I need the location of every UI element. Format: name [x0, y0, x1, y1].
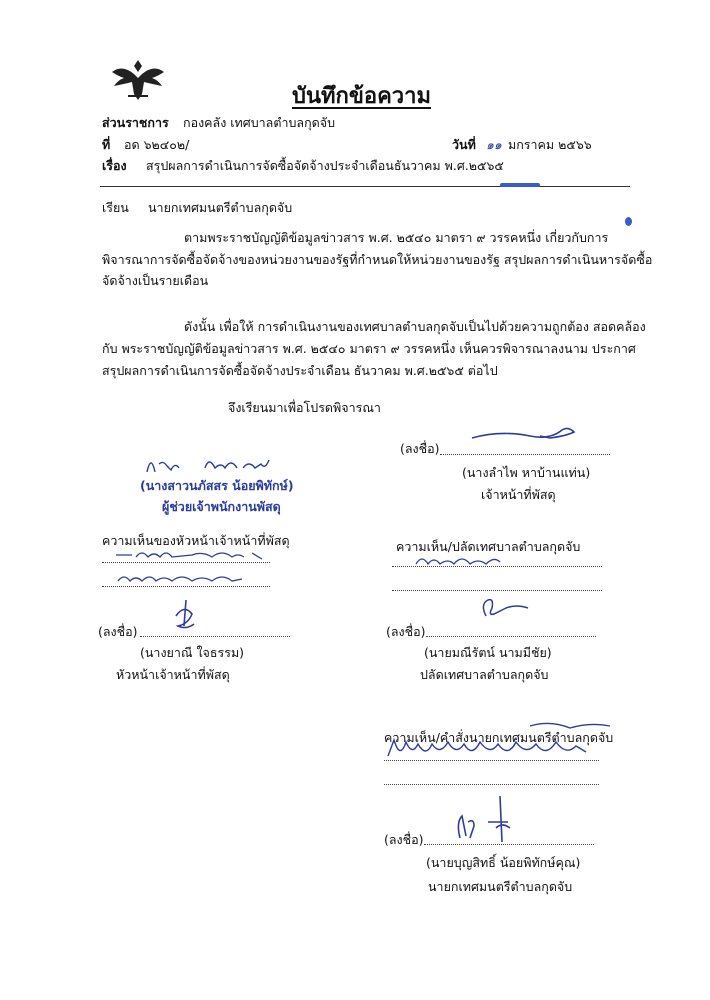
para2-line2: กับ พระราชบัญญัติข้อมูลข่าวสาร พ.ศ. ๒๕๔๐ มาตรา ๙ วรรคหนึ่ง เห็นควรพิจารณาลงนาม ประกาศ [102, 341, 636, 356]
officer-signature-mark [470, 420, 590, 450]
clerk-opinion-line-2 [392, 590, 602, 591]
ref-value: อด ๖๒๔๐๒/ [124, 137, 190, 152]
officer-name: (นางลำไพ หาบ้านแท่น) [462, 465, 591, 480]
ink-smudge [500, 183, 540, 187]
clerk-opinion-label: ความเห็น/ปลัดเทศบาลตำบลกุดจับ [396, 539, 581, 554]
head-name: (นางยาณี ใจธรรม) [140, 645, 245, 660]
mayor-signature-mark [440, 792, 540, 846]
head-signature-mark [170, 596, 200, 636]
subject-label: เรื่อง [102, 158, 127, 173]
clerk-name: (นายมณีรัตน์ นามมีชัย) [424, 645, 552, 660]
head-position: หัวหน้าเจ้าหน้าที่พัสดุ [116, 667, 230, 682]
date-rest: มกราคม ๒๕๖๖ [508, 137, 592, 152]
ref-label: ที่ [102, 137, 111, 152]
mayor-name: (นายบุญสิทธิ์ น้อยพิทักษ์คุณ) [426, 855, 581, 870]
to-label: เรียน [102, 200, 129, 215]
head-opinion-label: ความเห็นของหัวหน้าเจ้าหน้าที่พัสดุ [102, 533, 290, 548]
to-value: นายกเทศมนตรีตำบลกุดจับ [148, 200, 293, 215]
garuda-emblem-icon [108, 56, 168, 102]
date-label: วันที่ [452, 137, 476, 152]
mayor-position: นายกเทศมนตรีตำบลกุดจับ [428, 879, 573, 894]
clerk-sign-line [426, 636, 596, 637]
mayor-sign-label: (ลงชื่อ) [384, 832, 424, 847]
date-day: ๑๑ [486, 137, 502, 152]
para2-line3: สรุปผลการดำเนินการจัดซื้อจัดจ้างประจำเดือน ธันวาคม พ.ศ.๒๕๖๕ ต่อไป [102, 363, 498, 378]
mayor-opinion-label: ความเห็น/คำสั่งนายกเทศมนตรีตำบลกุดจับ [384, 730, 614, 745]
officer-sign-line [440, 454, 610, 455]
ink-dot [625, 217, 632, 226]
agency-label: ส่วนราชการ [102, 115, 169, 130]
para2-line1: ดังนั้น เพื่อให้ การดำเนินงานของเทศบาลตำบลกุดจับเป็นไปด้วยความถูกต้อง สอดคล้อง [184, 319, 646, 334]
officer-sign-label: (ลงชื่อ) [400, 441, 440, 456]
agency-value: กองคลัง เทศบาลตำบลกุดจับ [183, 115, 336, 130]
clerk-signature-mark [476, 594, 536, 624]
head-opinion-handwriting [112, 545, 272, 589]
mayor-opinion-handwriting [380, 716, 620, 766]
memo-title: บันทึกข้อความ [292, 84, 432, 109]
clerk-opinion-handwriting [414, 552, 504, 570]
header-divider [100, 186, 630, 187]
subject-value: สรุปผลการดำเนินการจัดซื้อจัดจ้างประจำเดือนธันวาคม พ.ศ.๒๕๖๕ [146, 158, 504, 173]
para1-line2: พิจารณาการจัดซื้อจัดจ้างของหน่วยงานของรัฐที่กำหนดให้หน่วยงานของรัฐ สรุปผลการดำเนินหารจัดซื้อ [102, 252, 653, 267]
para1-line3: จัดจ้างเป็นรายเดือน [102, 273, 209, 288]
head-sign-label: (ลงชื่อ) [98, 624, 138, 639]
para1-line1: ตามพระราชบัญญัติข้อมูลข่าวสาร พ.ศ. ๒๕๔๐ มาตรา ๙ วรรคหนึ่ง เกี่ยวกับการ [184, 230, 609, 245]
head-sign-line [140, 636, 290, 637]
assistant-name: (นางสาวนภัสสร น้อยพิทักษ์) [140, 478, 294, 493]
mayor-opinion-line-2 [384, 784, 599, 785]
clerk-sign-label: (ลงชื่อ) [386, 624, 426, 639]
clerk-position: ปลัดเทศบาลตำบลกุดจับ [420, 667, 549, 682]
assistant-position: ผู้ช่วยเจ้าพนักงานพัสดุ [162, 499, 281, 514]
officer-position: เจ้าหน้าที่พัสดุ [481, 487, 556, 502]
closing-line: จึงเรียนมาเพื่อโปรดพิจารณา [228, 400, 381, 415]
assistant-signature-mark [145, 452, 305, 476]
